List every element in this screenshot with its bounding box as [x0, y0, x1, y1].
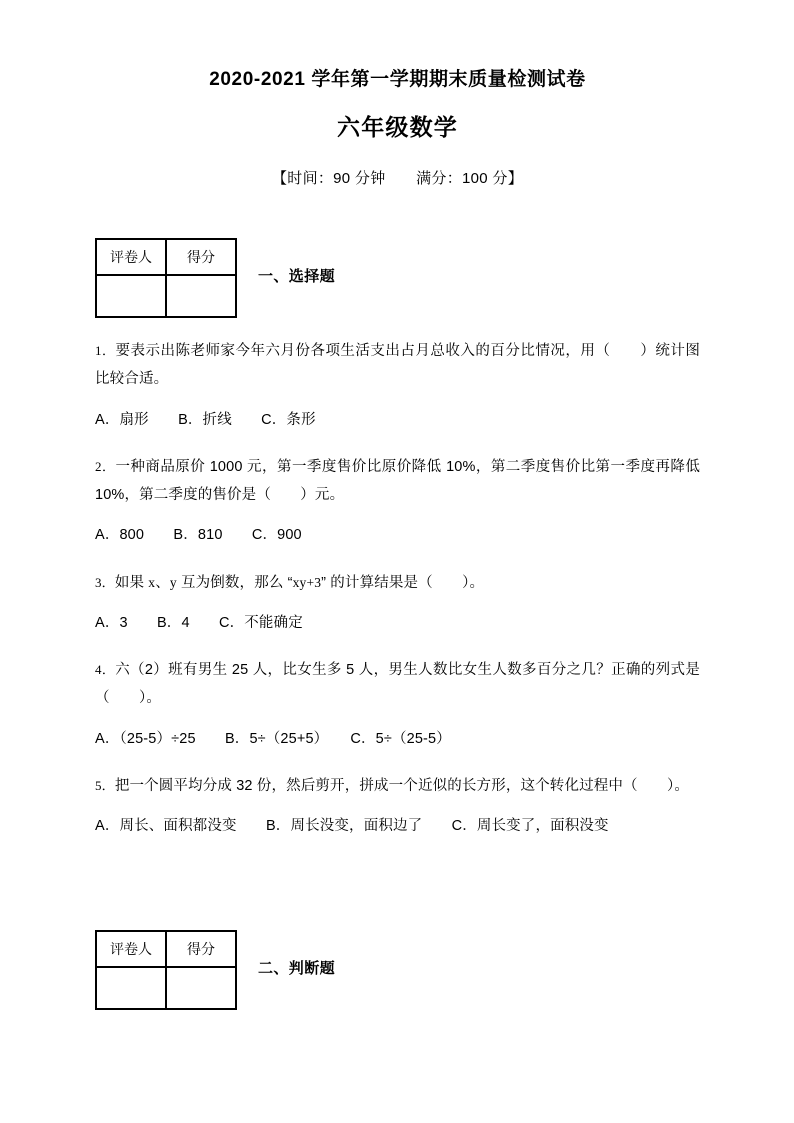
question-3-body-before: 如果	[114, 574, 149, 591]
question-2-options[interactable]: A．800 B．810 C．900	[95, 527, 302, 544]
question-5-text	[95, 772, 700, 800]
question-3-text	[95, 569, 700, 597]
table-row	[96, 931, 236, 967]
question-2-number: 2．	[95, 458, 116, 474]
section-header-truefalse	[95, 930, 700, 1010]
page-title: 2020-2021 学年第一学期期末质量检测试卷	[209, 69, 586, 90]
question-3-body-mid2: 互为倒数，那么 “	[176, 574, 293, 591]
question-5-body: 把一个圆平均分成 32 份，然后剪开，拼成一个近似的长方形，这个转化过程中（ ）。	[114, 777, 690, 794]
question-2-body: 一种商品原价 1000 元，第一季度售价比原价降低 10%，第二季度售价比第一季度再降低 10%，第二季度的售价是（ ）元。	[95, 458, 700, 504]
question-item-3	[95, 569, 700, 638]
question-2-text	[95, 453, 700, 510]
question-3-variable-x: x	[148, 574, 156, 590]
question-list-section-1	[95, 337, 700, 840]
score-value-cell[interactable]	[166, 967, 236, 1009]
question-item-1	[95, 337, 700, 434]
score-value-cell[interactable]	[166, 275, 236, 317]
exam-meta-info: 【时间：90 分钟 满分：100 分】	[271, 169, 524, 187]
question-3-body-mid1: 、	[155, 574, 170, 591]
question-3-expression: xy+3	[292, 574, 322, 590]
question-item-5	[95, 772, 700, 841]
question-4-options[interactable]: A．（25-5）÷25 B．5÷（25+5） C．5÷（25-5）	[95, 730, 451, 747]
question-3-variable-y: y	[169, 574, 177, 590]
score-table-section-2	[95, 930, 237, 1010]
question-1-text	[95, 337, 700, 394]
question-item-2	[95, 453, 700, 550]
score-label-cell: 得分	[166, 931, 236, 967]
question-1-options[interactable]: A．扇形 B．折线 C．条形	[95, 411, 316, 428]
question-3-options[interactable]: A．3 B．4 C．不能确定	[95, 614, 303, 631]
question-4-body: 六（2）班有男生 25 人，比女生多 5 人，男生人数比女生人数多百分之几？正确的列式是（ ）。	[95, 662, 700, 707]
question-item-4	[95, 656, 700, 753]
question-4-number: 4．	[95, 662, 116, 678]
question-1-body: 要表示出陈老师家今年六月份各项生活支出占月总收入的百分比情况，用（ ）统计图比较合适。	[95, 343, 700, 388]
page-subtitle: 六年级数学	[337, 113, 458, 140]
section-header-choice	[95, 238, 700, 318]
question-4-text	[95, 656, 700, 713]
question-3-body-after: ” 的计算结果是（ ）。	[321, 574, 485, 591]
question-3-number: 3．	[95, 574, 115, 590]
table-row	[96, 275, 236, 317]
grader-value-cell[interactable]	[96, 275, 166, 317]
question-1-number: 1．	[95, 343, 116, 358]
score-label-cell: 得分	[166, 239, 236, 275]
grader-label-cell: 评卷人	[96, 239, 166, 275]
score-table-section-1	[95, 238, 237, 318]
grader-value-cell[interactable]	[96, 967, 166, 1009]
table-row	[96, 967, 236, 1009]
question-5-number: 5．	[95, 777, 115, 793]
grader-label-cell: 评卷人	[96, 931, 166, 967]
section-heading-1: 一、选择题	[258, 268, 336, 285]
question-5-options[interactable]: A．周长、面积都没变 B．周长没变，面积边了 C．周长变了，面积没变	[95, 818, 609, 835]
section-heading-2: 二、判断题	[258, 960, 336, 978]
table-row	[96, 239, 236, 275]
